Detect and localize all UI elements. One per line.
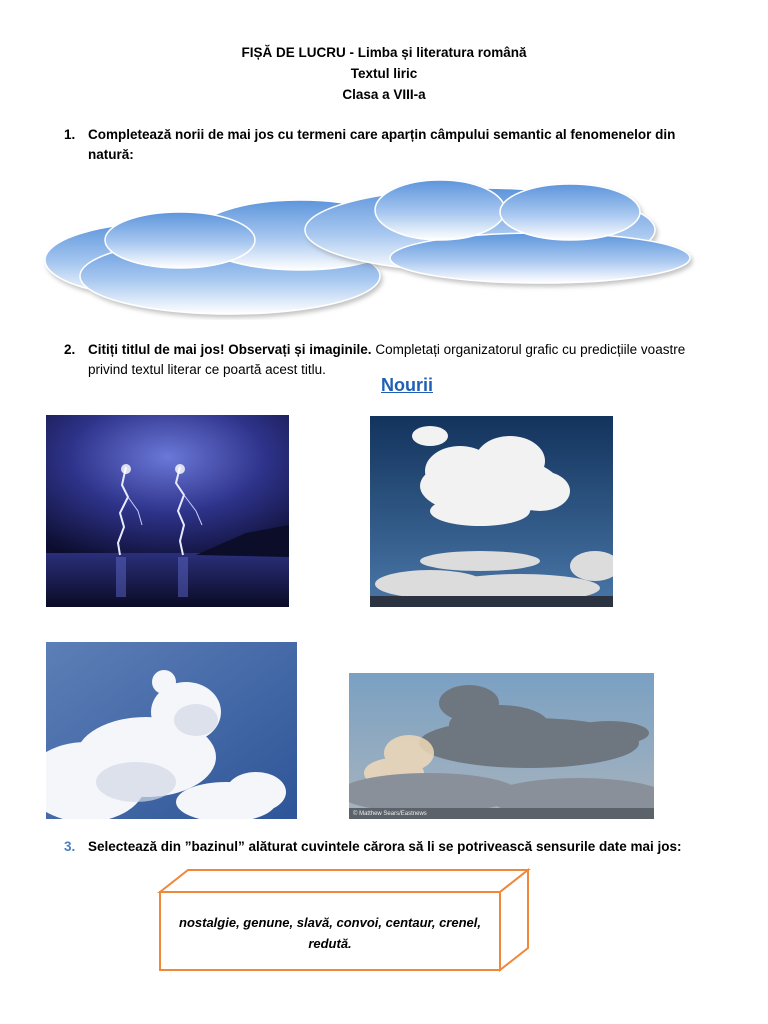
question-number: 3. (64, 839, 76, 854)
question-1 (64, 125, 704, 165)
lightning-photo (46, 415, 289, 607)
question-text-normal: Completați organizatorul grafic cu predicțiile voastre privind textul literar ce poartă acest titlu. (88, 342, 686, 377)
question-text (64, 340, 724, 380)
dolphin-cloud-photo (349, 673, 654, 819)
word-pool-text: nostalgie, genune, slavă, convoi, centaur, crenel, redută. (179, 915, 481, 951)
bear-cloud-photo (46, 642, 297, 819)
header-title: FIȘĂ DE LUCRU - Limba și literatura română (241, 45, 527, 60)
question-2 (64, 340, 724, 380)
question-number: 1. (64, 127, 76, 142)
question-text: Selectează din ”bazinul” alăturat cuvintele cărora să li se potrivească sensurile date mai jos: (88, 839, 682, 854)
worksheet-header (0, 42, 768, 105)
cloud-shapes (40, 170, 720, 320)
question-number: 2. (64, 342, 76, 357)
question-3 (64, 837, 724, 857)
header-class: Clasa a VIII-a (342, 87, 426, 102)
question-text: Completează norii de mai jos cu termeni care aparțin câmpului semantic al fenomenelor din natură: (88, 127, 676, 162)
question-text-bold: Citiți titlul de mai jos! Observați și imaginile. (88, 342, 372, 357)
header-subtitle: Textul liric (350, 66, 418, 81)
cumulus-clouds-photo (370, 416, 613, 607)
poem-title-link[interactable]: Nourii (381, 375, 433, 395)
photo-credit: © Matthew Sears/Eastnews (353, 811, 427, 817)
